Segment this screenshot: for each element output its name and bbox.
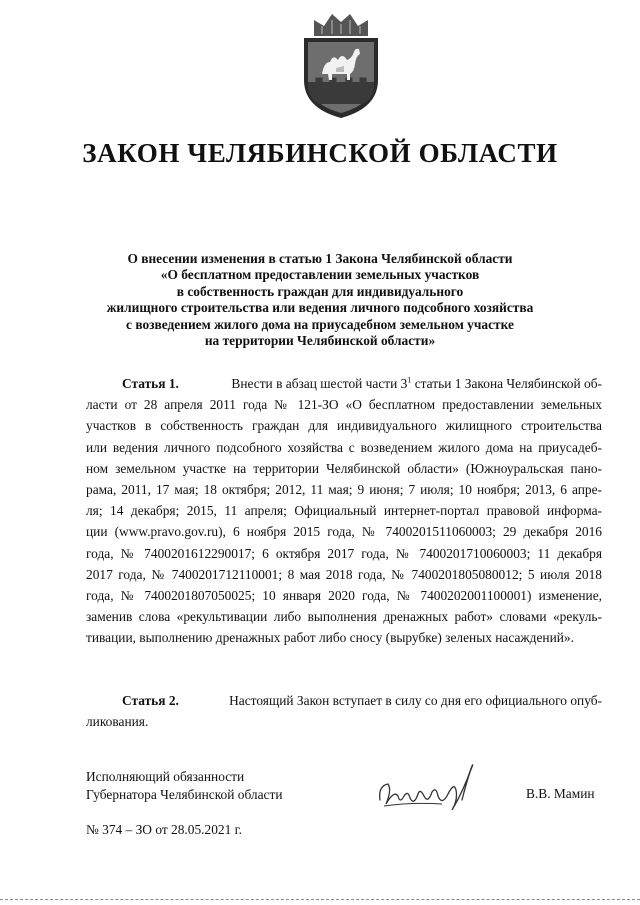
signatory-title <box>86 768 283 804</box>
article-1-text: статьи 1 Закона Челябинской об- <box>411 376 602 391</box>
article-1-line: участков в собственность граждан для индивидуального жилищного строительства <box>86 418 602 434</box>
handwritten-signature <box>372 760 490 820</box>
article-1-line: рама, 2011, 17 мая; 18 октября; 2012, 11 мая; 9 июня; 7 июля; 10 ноября; 2013, 6 апре- <box>86 482 602 498</box>
article-2-last-line <box>86 711 602 732</box>
law-subtitle <box>60 251 580 349</box>
article-1-line: 2017 года, № 7400201712110001; 8 мая 2018 года, № 7400201805080012; 5 июля 2018 <box>86 566 602 582</box>
article-1-line: ции (www.pravo.gov.ru), 6 ноября 2015 года, № 7400201511060003; 29 декабря 2016 <box>86 524 602 540</box>
coat-of-arms-icon <box>292 8 390 120</box>
article-1-line: ласти от 28 апреля 2011 года № 121-ЗО «О бесплатном предоставлении земельных <box>86 397 602 413</box>
law-title: ЗАКОН ЧЕЛЯБИНСКОЙ ОБЛАСТИ <box>82 138 558 168</box>
signatory-title-line: Исполняющий обязанности <box>86 769 245 784</box>
subtitle-line: с возведением жилого дома на приусадебном земельном участке <box>126 316 514 332</box>
article-1-text: Внести в абзац шестой части 3 <box>231 376 408 391</box>
subtitle-line: на территории Челябинской области» <box>204 333 436 349</box>
subtitle-line: О внесении изменения в статью 1 Закона Челябинской области <box>127 251 513 266</box>
article-1-line: ля; 14 декабря; 2015, 11 апреля; Официальный интернет-портал правовой информа- <box>86 503 602 519</box>
subtitle-line: жилищного строительства или ведения личного подсобного хозяйства <box>106 300 534 316</box>
article-2-label: Статья 2. <box>122 693 179 708</box>
article-1 <box>86 373 602 649</box>
article-1-line: тивации, выполнению дренажных работ либо сносу (вырубке) зеленых насаждений». <box>86 630 574 646</box>
article-1-line: года, № 7400201612290017; 6 октября 2017 года, № 7400201710060003; 11 декабря <box>86 545 602 561</box>
document-number: № 374 – ЗО от 28.05.2021 г. <box>86 822 242 837</box>
article-2-text: Настоящий Закон вступает в силу со дня его официального опуб- <box>229 693 602 708</box>
article-1-line: ном земельном участке на территории Челябинской области» (Южноуральская пано- <box>86 460 602 476</box>
article-2 <box>86 690 602 732</box>
article-1-label: Статья 1. <box>122 376 179 391</box>
signatory-title-line: Губернатора Челябинской области <box>86 787 283 802</box>
subtitle-line: «О бесплатном предоставлении земельных участков <box>160 267 480 283</box>
signatory-name: В.В. Мамин <box>526 786 595 801</box>
article-1-line: или ведения личного подсобного хозяйства с возведением жилого дома на приусадеб- <box>86 439 602 455</box>
subtitle-line: в собственность граждан для индивидуального <box>176 283 464 299</box>
article-1-lines <box>86 394 602 648</box>
article-1-first-line <box>86 373 602 394</box>
article-2-first-line <box>86 690 602 711</box>
article-1-line: заменив слова «рекультивации либо выполнения дренажных работ» словами «рекуль- <box>86 609 602 625</box>
article-1-lead <box>231 373 602 394</box>
article-2-text: ликования. <box>86 714 149 730</box>
page-edge-divider <box>0 899 640 900</box>
superscript: 1 <box>407 375 412 385</box>
article-1-line: года, № 7400201807050025; 10 января 2020 года, № 7400202001100001) изменение, <box>86 588 602 604</box>
